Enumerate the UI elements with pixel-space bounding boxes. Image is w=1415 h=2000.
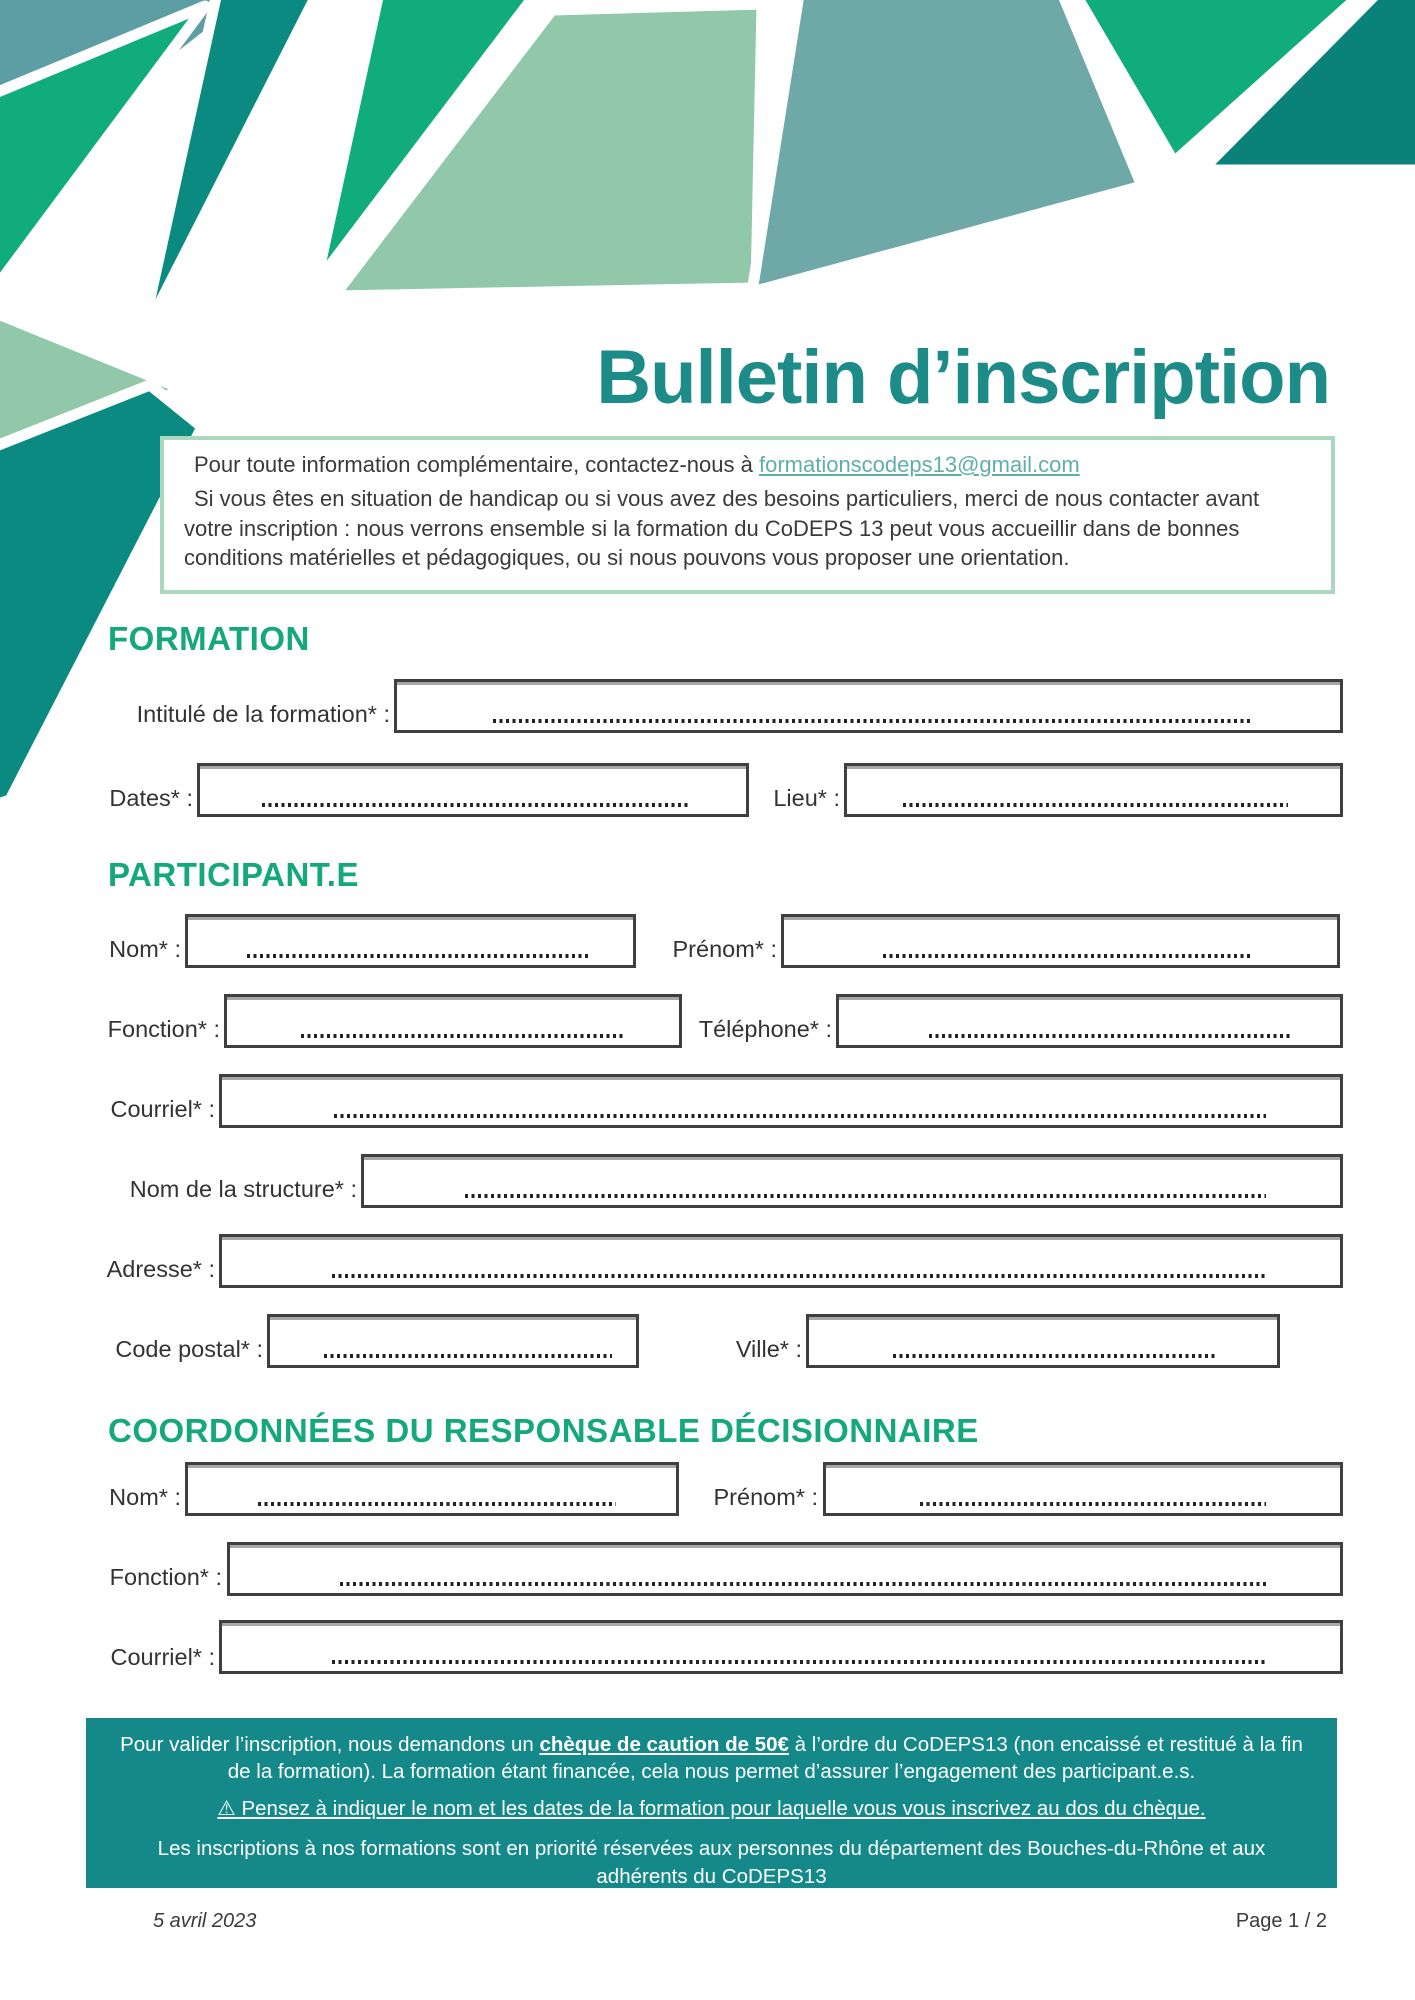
participant-courriel-field[interactable]: [219, 1074, 1343, 1128]
responsable-fonction-field[interactable]: [227, 1542, 1343, 1596]
lieu-label: Lieu* :: [773, 785, 840, 811]
dotted-line: [247, 954, 588, 958]
lieu-field[interactable]: [844, 763, 1343, 817]
participant-fonction-field[interactable]: [224, 994, 682, 1048]
responsable-nom-field[interactable]: [185, 1462, 679, 1516]
section-heading-formation: FORMATION: [108, 620, 310, 657]
responsable-fonction-label: Fonction* :: [109, 1564, 222, 1590]
dotted-line: [301, 1034, 623, 1038]
participant-telephone-label: Téléphone* :: [698, 1016, 832, 1042]
cheque-warning-text: Pensez à indiquer le nom et les dates de la formation pour laquelle vous vous inscrivez au dos du chèque.: [241, 1796, 1206, 1820]
participant-fonction-label: Fonction* :: [107, 1016, 220, 1042]
dotted-line: [920, 1502, 1266, 1506]
dotted-line: [903, 803, 1288, 807]
participant-telephone-field[interactable]: [836, 994, 1343, 1048]
notice-text-bold: chèque de caution de 50€: [539, 1733, 789, 1756]
participant-courriel-label: Courriel* :: [110, 1096, 215, 1122]
participant-nom-label: Nom* :: [109, 936, 181, 962]
footer-page-number: Page 1 / 2: [1235, 1910, 1327, 1932]
intitule-formation-label: Intitulé de la formation* :: [136, 701, 390, 727]
notice-text-after: à l’ordre du CoDEPS13 (non encaissé et restitué à la fin de la formation). La formation étant financée, cela nous permet d’assurer l’engagement des participant.e.s.: [227, 1733, 1303, 1784]
dotted-line: [334, 1114, 1266, 1118]
dotted-line: [262, 803, 688, 807]
dotted-line: [883, 954, 1251, 958]
cheque-warning-line: [112, 1795, 1311, 1822]
responsable-prenom-field[interactable]: [823, 1462, 1343, 1516]
adresse-field[interactable]: [219, 1234, 1343, 1288]
dates-field[interactable]: [197, 763, 749, 817]
intitule-formation-field[interactable]: [394, 679, 1343, 733]
priority-notice-text: Les inscriptions à nos formations sont en priorité réservées aux personnes du département des Bouches-du-Rhône et aux adhérents du CoDEPS13: [157, 1837, 1266, 1888]
participant-nom-field[interactable]: [185, 914, 636, 968]
participant-prenom-label: Prénom* :: [672, 936, 777, 962]
dotted-line: [340, 1582, 1266, 1586]
responsable-prenom-label: Prénom* :: [713, 1484, 818, 1510]
dotted-line: [332, 1660, 1266, 1664]
handicap-notice-text: Si vous êtes en situation de handicap ou si vous avez des besoins particuliers, merci de nous contacter avant votre inscription : nous verrons ensemble si la formation du CoDEPS 13 peut vous accueillir dans de bonnes conditions matérielles et pédagogiques, ou si nous pouvons vous proposer une orientation.: [184, 486, 1260, 570]
warning-icon: ⚠: [217, 1796, 242, 1820]
notice-text-before: Pour valider l’inscription, nous demandons un: [120, 1733, 540, 1756]
adresse-label: Adresse* :: [106, 1256, 215, 1282]
ville-field[interactable]: [806, 1314, 1280, 1368]
code-postal-field[interactable]: [267, 1314, 639, 1368]
contact-line-text: Pour toute information complémentaire, contactez-nous à: [194, 452, 759, 477]
structure-field[interactable]: [361, 1154, 1343, 1208]
section-heading-participant: PARTICIPANT.E: [108, 856, 359, 893]
dotted-line: [893, 1354, 1217, 1358]
dotted-line: [324, 1354, 612, 1358]
contact-line: [184, 450, 1311, 479]
dotted-line: [465, 1194, 1266, 1198]
deposit-notice-box: [86, 1718, 1337, 1888]
triangle-top-grayteal: [752, 0, 1142, 292]
contact-info-box: [160, 436, 1335, 594]
responsable-nom-label: Nom* :: [109, 1484, 181, 1510]
structure-label: Nom de la structure* :: [129, 1176, 357, 1202]
participant-prenom-field[interactable]: [781, 914, 1340, 968]
ville-label: Ville* :: [735, 1336, 802, 1362]
dotted-line: [929, 1034, 1292, 1038]
code-postal-label: Code postal* :: [115, 1336, 263, 1362]
dotted-line: [258, 1502, 616, 1506]
dotted-line: [332, 1274, 1267, 1278]
footer-date: 5 avril 2023: [153, 1910, 257, 1932]
deposit-notice-text: [112, 1731, 1311, 1786]
section-heading-responsable: COORDONNÉES DU RESPONSABLE DÉCISIONNAIRE: [108, 1412, 979, 1449]
dotted-line: [493, 719, 1252, 723]
page-title: Bulletin d’inscription: [596, 335, 1330, 420]
contact-email-link[interactable]: formationscodeps13@gmail.com: [758, 452, 1080, 477]
responsable-courriel-label: Courriel* :: [110, 1644, 215, 1670]
responsable-courriel-field[interactable]: [219, 1620, 1343, 1674]
dates-label: Dates* :: [109, 785, 193, 811]
